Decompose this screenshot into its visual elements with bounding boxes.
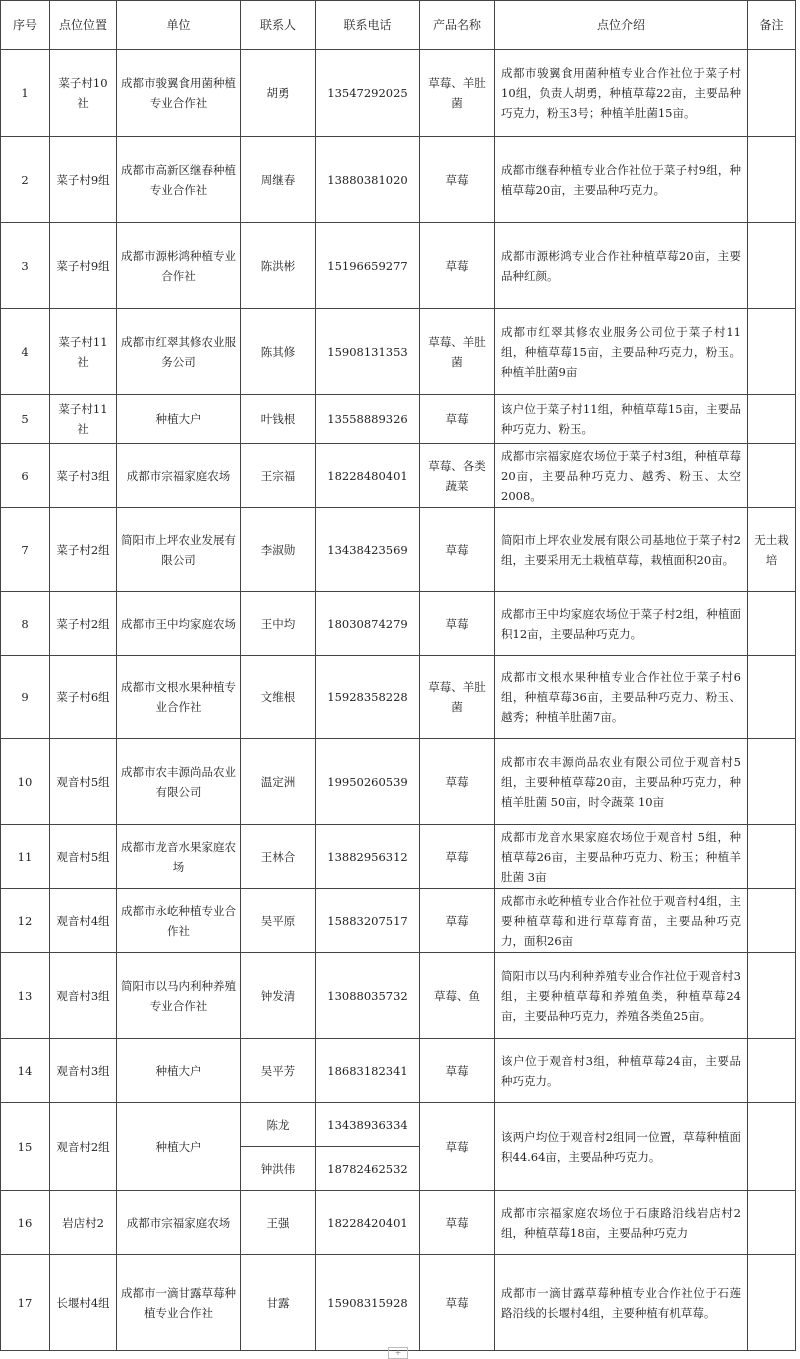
row-product: 草莓: [420, 395, 495, 444]
row-contact: 甘露: [241, 1255, 316, 1351]
row-location: 菜子村11社: [50, 309, 117, 395]
row-unit: 种植大户: [117, 1103, 241, 1191]
row-product: 草莓: [420, 508, 495, 592]
row-location: 菜子村10社: [50, 50, 117, 137]
row-product: 草莓: [420, 1191, 495, 1255]
row-phone: 13547292025: [316, 50, 420, 137]
table-row: [1, 508, 796, 592]
row-location: 菜子村9组: [50, 137, 117, 223]
row-intro: 成都市骏翼食用菌种植专业合作社位于菜子村10组，负责人胡勇，种植草莓22亩，主要品种巧克力，粉玉3号；种植羊肚菌15亩。: [495, 50, 748, 137]
row-phone: 13882956312: [316, 825, 420, 889]
row-location: 菜子村2组: [50, 508, 117, 592]
row-contact: 王中均: [241, 592, 316, 656]
row-phone: 13088035732: [316, 953, 420, 1039]
table-row: [1, 953, 796, 1039]
row-location: 观音村3组: [50, 953, 117, 1039]
table-row: [1, 137, 796, 223]
row-contact: 王林合: [241, 825, 316, 889]
row-note: [748, 1255, 796, 1351]
row-unit: 成都市源彬鸿种植专业合作社: [117, 223, 241, 309]
row-location: 观音村5组: [50, 739, 117, 825]
row-note: [748, 953, 796, 1039]
header-note: 备注: [748, 1, 796, 50]
row-phone: 15196659277: [316, 223, 420, 309]
row-product: 草莓: [420, 592, 495, 656]
row-product: 草莓、各类蔬菜: [420, 444, 495, 508]
row-note: [748, 739, 796, 825]
row-note: [748, 444, 796, 508]
row-unit: 成都市一滴甘露草莓种植专业合作社: [117, 1255, 241, 1351]
row-intro: 成都市龙音水果家庭农场位于观音村 5组，种植草莓26亩，主要品种巧克力、粉玉；种植羊肚菌 3亩: [495, 825, 748, 889]
row-number: 12: [1, 889, 50, 953]
header-location: 点位位置: [50, 1, 117, 50]
row-location: 菜子村2组: [50, 592, 117, 656]
row-number: 5: [1, 395, 50, 444]
row-number: 9: [1, 656, 50, 739]
row-unit: 种植大户: [117, 395, 241, 444]
row-unit: 成都市龙音水果家庭农场: [117, 825, 241, 889]
row-product: 草莓、羊肚菌: [420, 656, 495, 739]
row-contact: 吴平芳: [241, 1039, 316, 1103]
row-contact: 胡勇: [241, 50, 316, 137]
row-contact: 陈龙: [241, 1103, 316, 1147]
row-location: 菜子村3组: [50, 444, 117, 508]
row-unit: 简阳市以马内利种养殖专业合作社: [117, 953, 241, 1039]
row-product: 草莓: [420, 739, 495, 825]
row-product: 草莓: [420, 1103, 495, 1191]
row-product: 草莓、羊肚菌: [420, 50, 495, 137]
row-location: 观音村2组: [50, 1103, 117, 1191]
table-row: [1, 1255, 796, 1351]
row-number: 16: [1, 1191, 50, 1255]
row-note: [748, 825, 796, 889]
table-row: [1, 592, 796, 656]
row-contact: 吴平原: [241, 889, 316, 953]
row-number: 10: [1, 739, 50, 825]
row-contact: 王宗福: [241, 444, 316, 508]
row-note: [748, 1191, 796, 1255]
row-product: 草莓: [420, 1255, 495, 1351]
row-unit: 成都市农丰源尚品农业有限公司: [117, 739, 241, 825]
row-intro: 成都市王中均家庭农场位于菜子村2组，种植面积12亩，主要品种巧克力。: [495, 592, 748, 656]
row-intro: 成都市农丰源尚品农业有限公司位于观音村5组，主要种植草莓20亩，主要品种巧克力，种植羊肚菌 50亩，时令蔬菜 10亩: [495, 739, 748, 825]
row-number: 8: [1, 592, 50, 656]
row-note: [748, 656, 796, 739]
row-number: 4: [1, 309, 50, 395]
row-intro: 该户位于菜子村11组，种植草莓15亩，主要品种巧克力、粉玉。: [495, 395, 748, 444]
row-number: 1: [1, 50, 50, 137]
row-phone: 18683182341: [316, 1039, 420, 1103]
row-note: [748, 223, 796, 309]
row-unit: 成都市高新区继春种植专业合作社: [117, 137, 241, 223]
row-phone: 13438423569: [316, 508, 420, 592]
row-contact: 钟发清: [241, 953, 316, 1039]
row-number: 7: [1, 508, 50, 592]
row-unit: 种植大户: [117, 1039, 241, 1103]
row-unit: 成都市宗福家庭农场: [117, 1191, 241, 1255]
table-row: [1, 1103, 796, 1147]
table-row: [1, 50, 796, 137]
table-row: [1, 889, 796, 953]
row-phone: 19950260539: [316, 739, 420, 825]
row-intro: 该户位于观音村3组，种植草莓24亩，主要品种巧克力。: [495, 1039, 748, 1103]
table-row: [1, 309, 796, 395]
row-intro: 成都市文根水果种植专业合作社位于菜子村6组，种植草莓36亩，主要品种巧克力、粉玉、越秀；种植羊肚菌7亩。: [495, 656, 748, 739]
row-unit: 成都市红翠其修农业服务公司: [117, 309, 241, 395]
row-unit: 成都市永屹种植专业合作社: [117, 889, 241, 953]
row-location: 长堰村4组: [50, 1255, 117, 1351]
header-unit: 单位: [117, 1, 241, 50]
row-unit: 成都市宗福家庭农场: [117, 444, 241, 508]
row-number: 15: [1, 1103, 50, 1191]
row-contact: 陈洪彬: [241, 223, 316, 309]
row-contact-second: 钟洪伟: [241, 1147, 316, 1191]
row-contact: 王强: [241, 1191, 316, 1255]
row-product: 草莓、羊肚菌: [420, 309, 495, 395]
row-location: 岩店村2: [50, 1191, 117, 1255]
row-phone: 15908315928: [316, 1255, 420, 1351]
row-intro: 成都市永屹种植专业合作社位于观音村4组，主要种植草莓和进行草莓育苗，主要品种巧克力，面积26亩: [495, 889, 748, 953]
table-row: [1, 739, 796, 825]
row-unit: 成都市王中均家庭农场: [117, 592, 241, 656]
table-body: [1, 50, 796, 1351]
row-contact: 叶钱根: [241, 395, 316, 444]
row-note: [748, 1039, 796, 1103]
table-row: [1, 825, 796, 889]
row-number: 13: [1, 953, 50, 1039]
row-phone: 18228420401: [316, 1191, 420, 1255]
row-number: 14: [1, 1039, 50, 1103]
row-location: 菜子村6组: [50, 656, 117, 739]
row-note: [748, 309, 796, 395]
row-number: 11: [1, 825, 50, 889]
page-break-mark: +: [388, 1347, 408, 1359]
header-contact: 联系人: [241, 1, 316, 50]
row-note: [748, 889, 796, 953]
row-product: 草莓、鱼: [420, 953, 495, 1039]
row-note: [748, 137, 796, 223]
table-row: [1, 444, 796, 508]
table-header: [1, 1, 796, 50]
row-note: [748, 1103, 796, 1191]
row-number: 6: [1, 444, 50, 508]
table-row: [1, 223, 796, 309]
header-intro: 点位介绍: [495, 1, 748, 50]
row-phone: 18030874279: [316, 592, 420, 656]
row-unit: 成都市骏翼食用菌种植专业合作社: [117, 50, 241, 137]
header-product: 产品名称: [420, 1, 495, 50]
row-product: 草莓: [420, 137, 495, 223]
row-product: 草莓: [420, 1039, 495, 1103]
row-location: 菜子村11社: [50, 395, 117, 444]
row-number: 17: [1, 1255, 50, 1351]
table-row: [1, 395, 796, 444]
row-location: 观音村3组: [50, 1039, 117, 1103]
row-phone: 15908131353: [316, 309, 420, 395]
row-intro: 简阳市以马内利种养殖专业合作社位于观音村3组，主要种植草莓和养殖鱼类，种植草莓24亩，主要品种巧克力，养殖各类鱼25亩。: [495, 953, 748, 1039]
row-phone: 18228480401: [316, 444, 420, 508]
row-phone: 15928358228: [316, 656, 420, 739]
row-intro: 成都市红翠其修农业服务公司位于菜子村11组，种植草莓15亩，主要品种巧克力，粉玉。种植羊肚菌9亩: [495, 309, 748, 395]
row-intro: 该两户均位于观音村2组同一位置，草莓种植面积44.64亩，主要品种巧克力。: [495, 1103, 748, 1191]
row-location: 菜子村9组: [50, 223, 117, 309]
row-unit: 简阳市上坪农业发展有限公司: [117, 508, 241, 592]
row-note: [748, 50, 796, 137]
row-product: 草莓: [420, 825, 495, 889]
row-intro: 成都市一滴甘露草莓种植专业合作社位于石莲路沿线的长堰村4组，主要种植有机草莓。: [495, 1255, 748, 1351]
row-intro: 简阳市上坪农业发展有限公司基地位于菜子村2组，主要采用无土栽植草莓，栽植面积20亩。: [495, 508, 748, 592]
row-intro: 成都市继春种植专业合作社位于菜子村9组，种植草莓20亩，主要品种巧克力。: [495, 137, 748, 223]
row-phone: 13438936334: [316, 1103, 420, 1147]
table-row: [1, 1039, 796, 1103]
row-note: 无土栽培: [748, 508, 796, 592]
row-intro: 成都市宗福家庭农场位于石康路沿线岩店村2组，种植草莓18亩，主要品种巧克力: [495, 1191, 748, 1255]
row-location: 观音村4组: [50, 889, 117, 953]
row-contact: 周继春: [241, 137, 316, 223]
row-intro: 成都市源彬鸿专业合作社种植草莓20亩，主要品种红颜。: [495, 223, 748, 309]
row-contact: 李淑勋: [241, 508, 316, 592]
row-phone: 13880381020: [316, 137, 420, 223]
row-phone-second: 18782462532: [316, 1147, 420, 1191]
row-phone: 13558889326: [316, 395, 420, 444]
header-no: 序号: [1, 1, 50, 50]
row-contact: 温定洲: [241, 739, 316, 825]
row-phone: 15883207517: [316, 889, 420, 953]
row-contact: 文维根: [241, 656, 316, 739]
row-intro: 成都市宗福家庭农场位于菜子村3组，种植草莓20亩，主要品种巧克力、越秀、粉玉、太空2008。: [495, 444, 748, 508]
header-phone: 联系电话: [316, 1, 420, 50]
row-product: 草莓: [420, 223, 495, 309]
row-note: [748, 395, 796, 444]
table-row: [1, 656, 796, 739]
row-unit: 成都市文根水果种植专业合作社: [117, 656, 241, 739]
row-contact: 陈其修: [241, 309, 316, 395]
row-note: [748, 592, 796, 656]
row-number: 2: [1, 137, 50, 223]
row-number: 3: [1, 223, 50, 309]
row-location: 观音村5组: [50, 825, 117, 889]
table-row: [1, 1191, 796, 1255]
row-product: 草莓: [420, 889, 495, 953]
header-row: [1, 1, 796, 50]
